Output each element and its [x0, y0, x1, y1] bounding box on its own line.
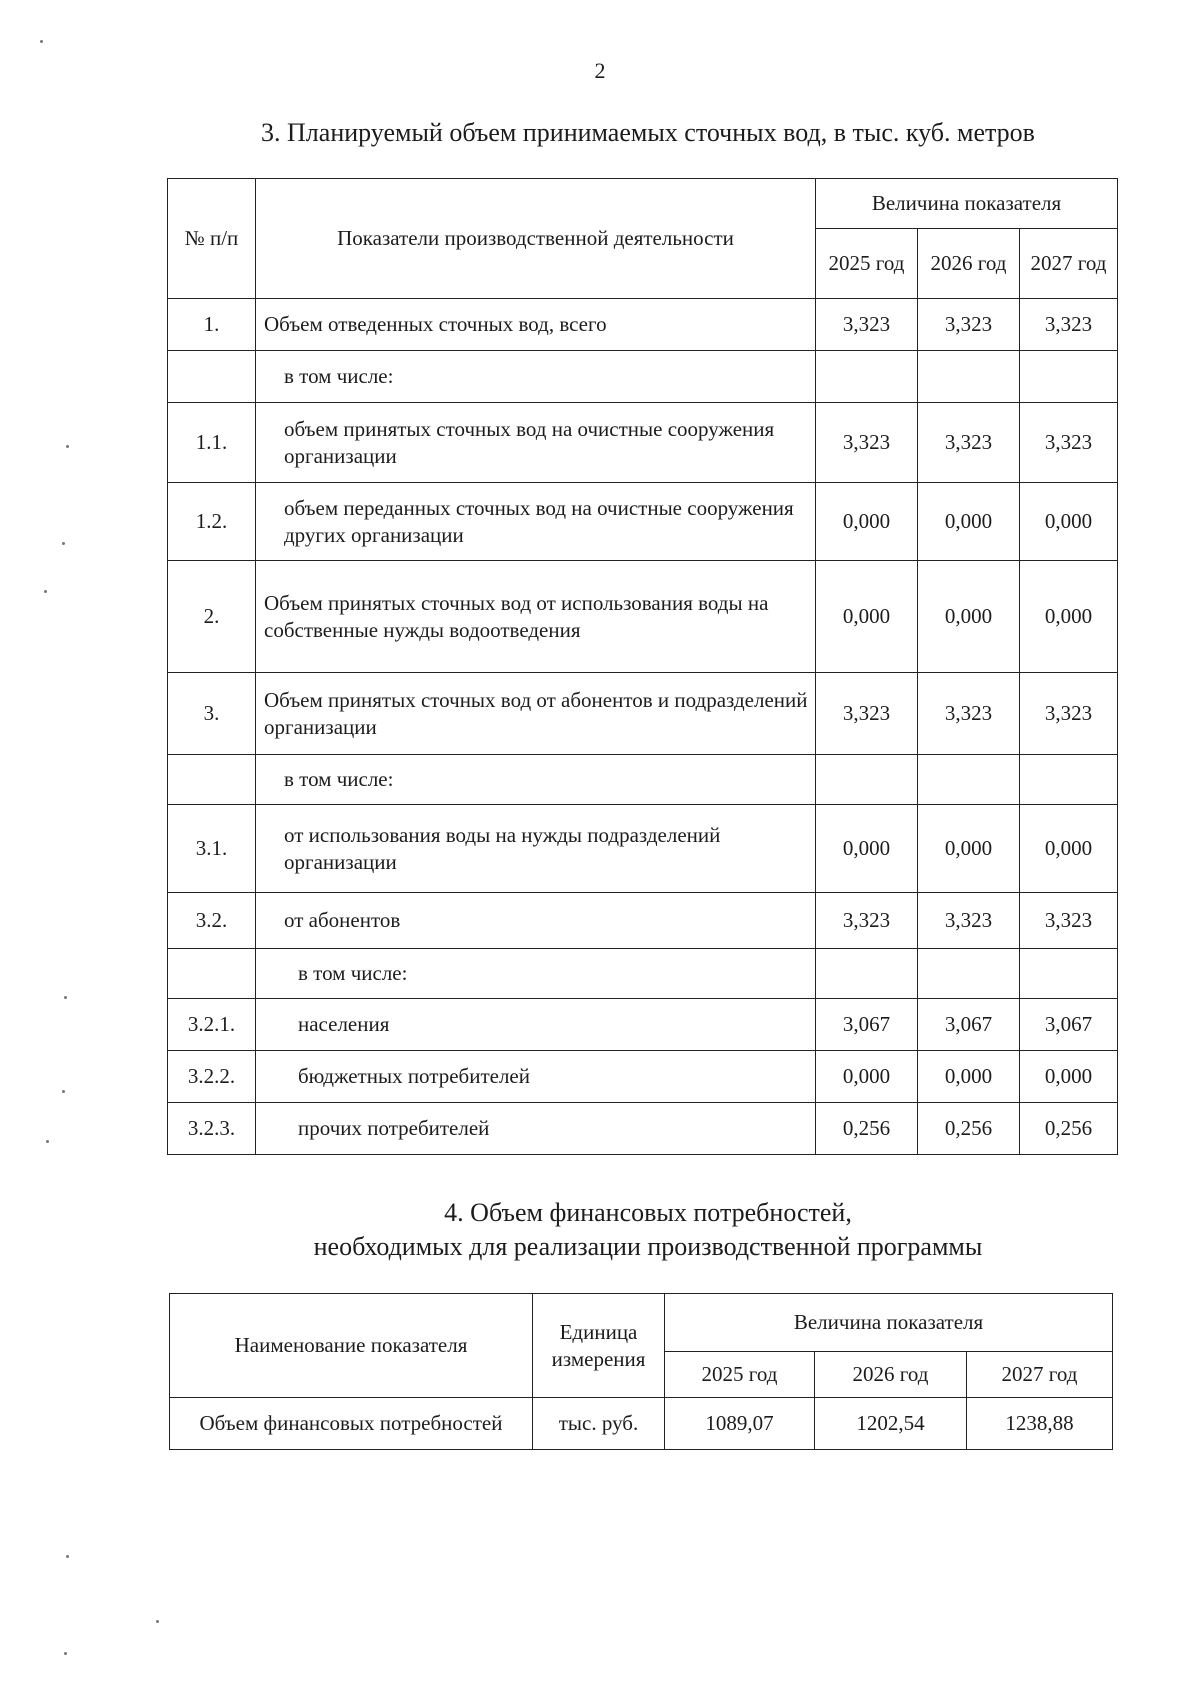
- row-value: 0,000: [1020, 805, 1118, 893]
- row-value: [918, 351, 1020, 403]
- scan-speck: [44, 590, 47, 593]
- scan-speck: [66, 1555, 69, 1558]
- scan-speck: [40, 40, 43, 43]
- row-value: 0,256: [816, 1103, 918, 1155]
- row-label: объем переданных сточных вод на очистные сооружения других организации: [256, 483, 816, 561]
- header-unit: Единица измерения: [533, 1294, 665, 1398]
- table-row: [170, 1398, 1113, 1450]
- row-value: 3,323: [918, 893, 1020, 949]
- table-row: [168, 1051, 1118, 1103]
- row-label: в том числе:: [256, 949, 816, 999]
- row-num: [168, 755, 256, 805]
- row-value: 3,323: [816, 299, 918, 351]
- row-value: 3,323: [816, 893, 918, 949]
- row-label: объем принятых сточных вод на очистные сооружения организации: [256, 403, 816, 483]
- row-num: 3.2.3.: [168, 1103, 256, 1155]
- row-label: от абонентов: [256, 893, 816, 949]
- row-num: 1.2.: [168, 483, 256, 561]
- table-row: [168, 893, 1118, 949]
- table-row: [168, 1103, 1118, 1155]
- row-label: прочих потребителей: [256, 1103, 816, 1155]
- row-label: Объем финансовых потребностей: [170, 1398, 533, 1450]
- row-value: 3,323: [918, 673, 1020, 755]
- table-row: [168, 351, 1118, 403]
- scan-speck: [62, 542, 65, 545]
- row-num: [168, 351, 256, 403]
- section4-title-line2: необходимых для реализации производственной программы: [313, 1232, 983, 1261]
- row-value: [1020, 949, 1118, 999]
- header-year: 2027 год: [967, 1352, 1113, 1398]
- row-value: 1238,88: [967, 1398, 1113, 1450]
- row-label: Объем отведенных сточных вод, всего: [256, 299, 816, 351]
- header-year: 2026 год: [918, 229, 1020, 299]
- row-value: 0,000: [1020, 561, 1118, 673]
- scan-speck: [64, 1652, 67, 1655]
- row-label: Объем принятых сточных вод от абонентов и подразделений организации: [256, 673, 816, 755]
- scan-speck: [66, 445, 69, 448]
- row-num: [168, 949, 256, 999]
- header-value: Величина показателя: [816, 179, 1118, 229]
- table-row: [168, 561, 1118, 673]
- row-value: 0,000: [816, 483, 918, 561]
- section4-title-line1: 4. Объем финансовых потребностей,: [444, 1198, 852, 1227]
- header-indicator: Показатели производственной деятельности: [256, 179, 816, 299]
- row-num: 3.2.: [168, 893, 256, 949]
- table-row: [168, 999, 1118, 1051]
- row-value: [816, 949, 918, 999]
- row-value: [918, 755, 1020, 805]
- row-value: 0,256: [918, 1103, 1020, 1155]
- row-label: в том числе:: [256, 755, 816, 805]
- row-num: 2.: [168, 561, 256, 673]
- table-row: [168, 755, 1118, 805]
- row-value: 1202,54: [815, 1398, 967, 1450]
- row-value: 0,000: [816, 805, 918, 893]
- financial-needs-table: [169, 1293, 1113, 1450]
- row-value: 0,000: [918, 483, 1020, 561]
- wastewater-volume-table: [167, 178, 1118, 1155]
- row-value: [918, 949, 1020, 999]
- row-value: 3,067: [816, 999, 918, 1051]
- row-value: 3,323: [816, 403, 918, 483]
- row-value: 0,000: [918, 561, 1020, 673]
- row-value: 0,000: [816, 1051, 918, 1103]
- scan-speck: [64, 996, 67, 999]
- row-num: 3.: [168, 673, 256, 755]
- row-value: 3,323: [1020, 673, 1118, 755]
- row-label: Объем принятых сточных вод от использования воды на собственные нужды водоотведения: [256, 561, 816, 673]
- header-year: 2025 год: [816, 229, 918, 299]
- row-value: 0,000: [918, 805, 1020, 893]
- row-label: от использования воды на нужды подразделений организации: [256, 805, 816, 893]
- table-row: [168, 673, 1118, 755]
- scan-speck: [62, 1090, 65, 1093]
- row-label: населения: [256, 999, 816, 1051]
- header-indicator-name: Наименование показателя: [170, 1294, 533, 1398]
- header-value: Величина показателя: [665, 1294, 1113, 1352]
- scan-speck: [156, 1620, 159, 1623]
- section4-title: [48, 1196, 1200, 1264]
- row-unit: тыс. руб.: [533, 1398, 665, 1450]
- row-num: 1.1.: [168, 403, 256, 483]
- table-row: [168, 483, 1118, 561]
- header-year: 2027 год: [1020, 229, 1118, 299]
- row-value: [1020, 351, 1118, 403]
- row-num: 3.1.: [168, 805, 256, 893]
- row-value: 3,323: [816, 673, 918, 755]
- row-value: [1020, 755, 1118, 805]
- row-value: 3,323: [1020, 299, 1118, 351]
- row-value: 3,323: [918, 299, 1020, 351]
- row-value: 3,323: [918, 403, 1020, 483]
- row-num: 3.2.1.: [168, 999, 256, 1051]
- row-value: 3,067: [918, 999, 1020, 1051]
- row-num: 3.2.2.: [168, 1051, 256, 1103]
- header-num: № п/п: [168, 179, 256, 299]
- table-row: [168, 949, 1118, 999]
- table-row: [168, 299, 1118, 351]
- row-value: 0,000: [918, 1051, 1020, 1103]
- row-label: бюджетных потребителей: [256, 1051, 816, 1103]
- row-value: 0,256: [1020, 1103, 1118, 1155]
- row-value: 0,000: [816, 561, 918, 673]
- section3-title: 3. Планируемый объем принимаемых сточных вод, в тыс. куб. метров: [261, 118, 1035, 147]
- row-label: в том числе:: [256, 351, 816, 403]
- header-year: 2026 год: [815, 1352, 967, 1398]
- row-value: [816, 755, 918, 805]
- row-value: 3,323: [1020, 403, 1118, 483]
- row-value: [816, 351, 918, 403]
- header-year: 2025 год: [665, 1352, 815, 1398]
- row-value: 3,067: [1020, 999, 1118, 1051]
- row-value: 0,000: [1020, 1051, 1118, 1103]
- table-row: [168, 403, 1118, 483]
- row-value: 1089,07: [665, 1398, 815, 1450]
- row-num: 1.: [168, 299, 256, 351]
- table-row: [168, 805, 1118, 893]
- page-number: 2: [594, 58, 606, 83]
- row-value: 3,323: [1020, 893, 1118, 949]
- row-value: 0,000: [1020, 483, 1118, 561]
- scan-speck: [46, 1140, 49, 1143]
